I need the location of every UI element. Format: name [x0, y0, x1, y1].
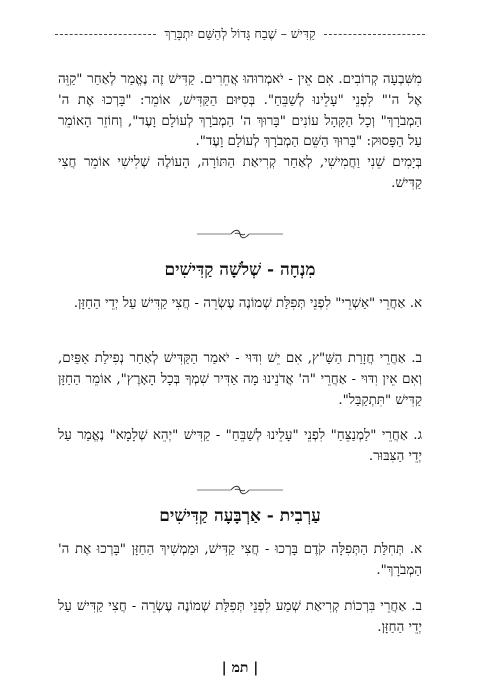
- header-rule-right: [324, 34, 425, 35]
- mincha-heading: מִנְחָה - שְׁלֹשָׁה קַדִּישִׁים: [164, 260, 316, 280]
- mincha-item-c: ג. אַחֲרֵי "לַמְנַצֵּחַ" לִפְנֵי "עָלֵינוּ לְשַׁבֵּחַ" - קַדִּישׁ "יְהֵא שְׁלָמָא" נֶאֱמַר עַל יְדֵי הַצִּבּוּר.: [58, 428, 422, 464]
- arvit-heading: עַרְבִית - אַרְבָּעָה קַדִּישִׁים: [159, 506, 321, 526]
- arvit-item-a: א. תְּחִלַּת הַתְּפִלָּה קֹדֶם בָּרְכוּ - חֲצִי קַדִּישׁ, וּמַמְשִׁיךְ הַחַזָּן "בָּרְכוּ אֶת ה' הַמְבֹרָךְ".: [58, 542, 422, 578]
- arvit-item-b: ב. אַחֲרֵי בִּרְכוֹת קְרִיאַת שְׁמַע לִפְנֵי תְּפִלַּת שְׁמוֹנֶה עֶשְׂרֵה - חֲצִי קַדִּישׁ עַל יְדֵי הַחַזָּן.: [58, 599, 422, 635]
- mincha-item-b: ב. אַחֲרֵי חֲזָרַת הַשַּׁ"ץ, אִם יֵשׁ וִדּוּי - יֹאמַר הַקַּדִּישׁ לְאַחַר נְפִילַת אַפַּיִם, וְאִם אֵין וִדּוּי - אַחֲרֵי "ה' אֲדֹנֵינוּ מָה אַדִּיר שִׁמְךָ בְּכָל הָאָרֶץ", אוֹמֵר הַחַזָּן קַדִּישׁ "תִּתְקַבַּל".: [58, 351, 422, 408]
- intro-paragraph-2: בְּיָמִים שֵׁנִי וַחֲמִישִׁי, לְאַחַר קְרִיאַת הַתּוֹרָה, הָעוֹלֶה שְׁלִישִׁי אוֹמֵר חֲצִי קַדִּישׁ.: [58, 155, 422, 191]
- header-rule-left: [55, 34, 156, 35]
- section-divider-ornament: [195, 484, 285, 496]
- page-number: | תמ |: [221, 660, 259, 676]
- intro-paragraph-1: מִשִּׁבְעָה קְרוֹבִים. אִם אֵין - יֹאמְרוּהוּ אֲחֵרִים. קַדִּישׁ זֶה נֶאֱמַר לְאַחַר "קַוֵּה אֶל ה'" לִפְנֵי "עָלֵינוּ לְשַׁבֵּחַ". בְּסִיּוּם הַקַּדִּישׁ, אוֹמֵר: "בָּרְכוּ אֶת ה' הַמְבֹרָךְ" וְכָל הַקָּהָל עוֹנִים "בָּרוּךְ ה' הַמְבֹרָךְ לְעוֹלָם וָעֶד", וְחוֹזֵר הָאוֹמֵר עַל הַפָּסוּק: "בָּרוּךְ הַשֵּׁם הַמְבֹרָךְ לְעוֹלָם וָעֶד".: [58, 72, 422, 150]
- running-title: קַדִּישׁ – שֶׁבַח גָּדוֹל לְהַשֵּׁם יִתְבָּרַךְ: [164, 26, 316, 41]
- running-header: [55, 26, 425, 42]
- mincha-item-a: א. אַחֲרֵי "אַשְׁרֵי" לִפְנֵי תְּפִלַּת שְׁמוֹנֶה עֶשְׂרֵה - חֲצִי קַדִּישׁ עַל יְדֵי הַחַזָּן.: [73, 296, 422, 311]
- section-divider-ornament: [195, 228, 285, 240]
